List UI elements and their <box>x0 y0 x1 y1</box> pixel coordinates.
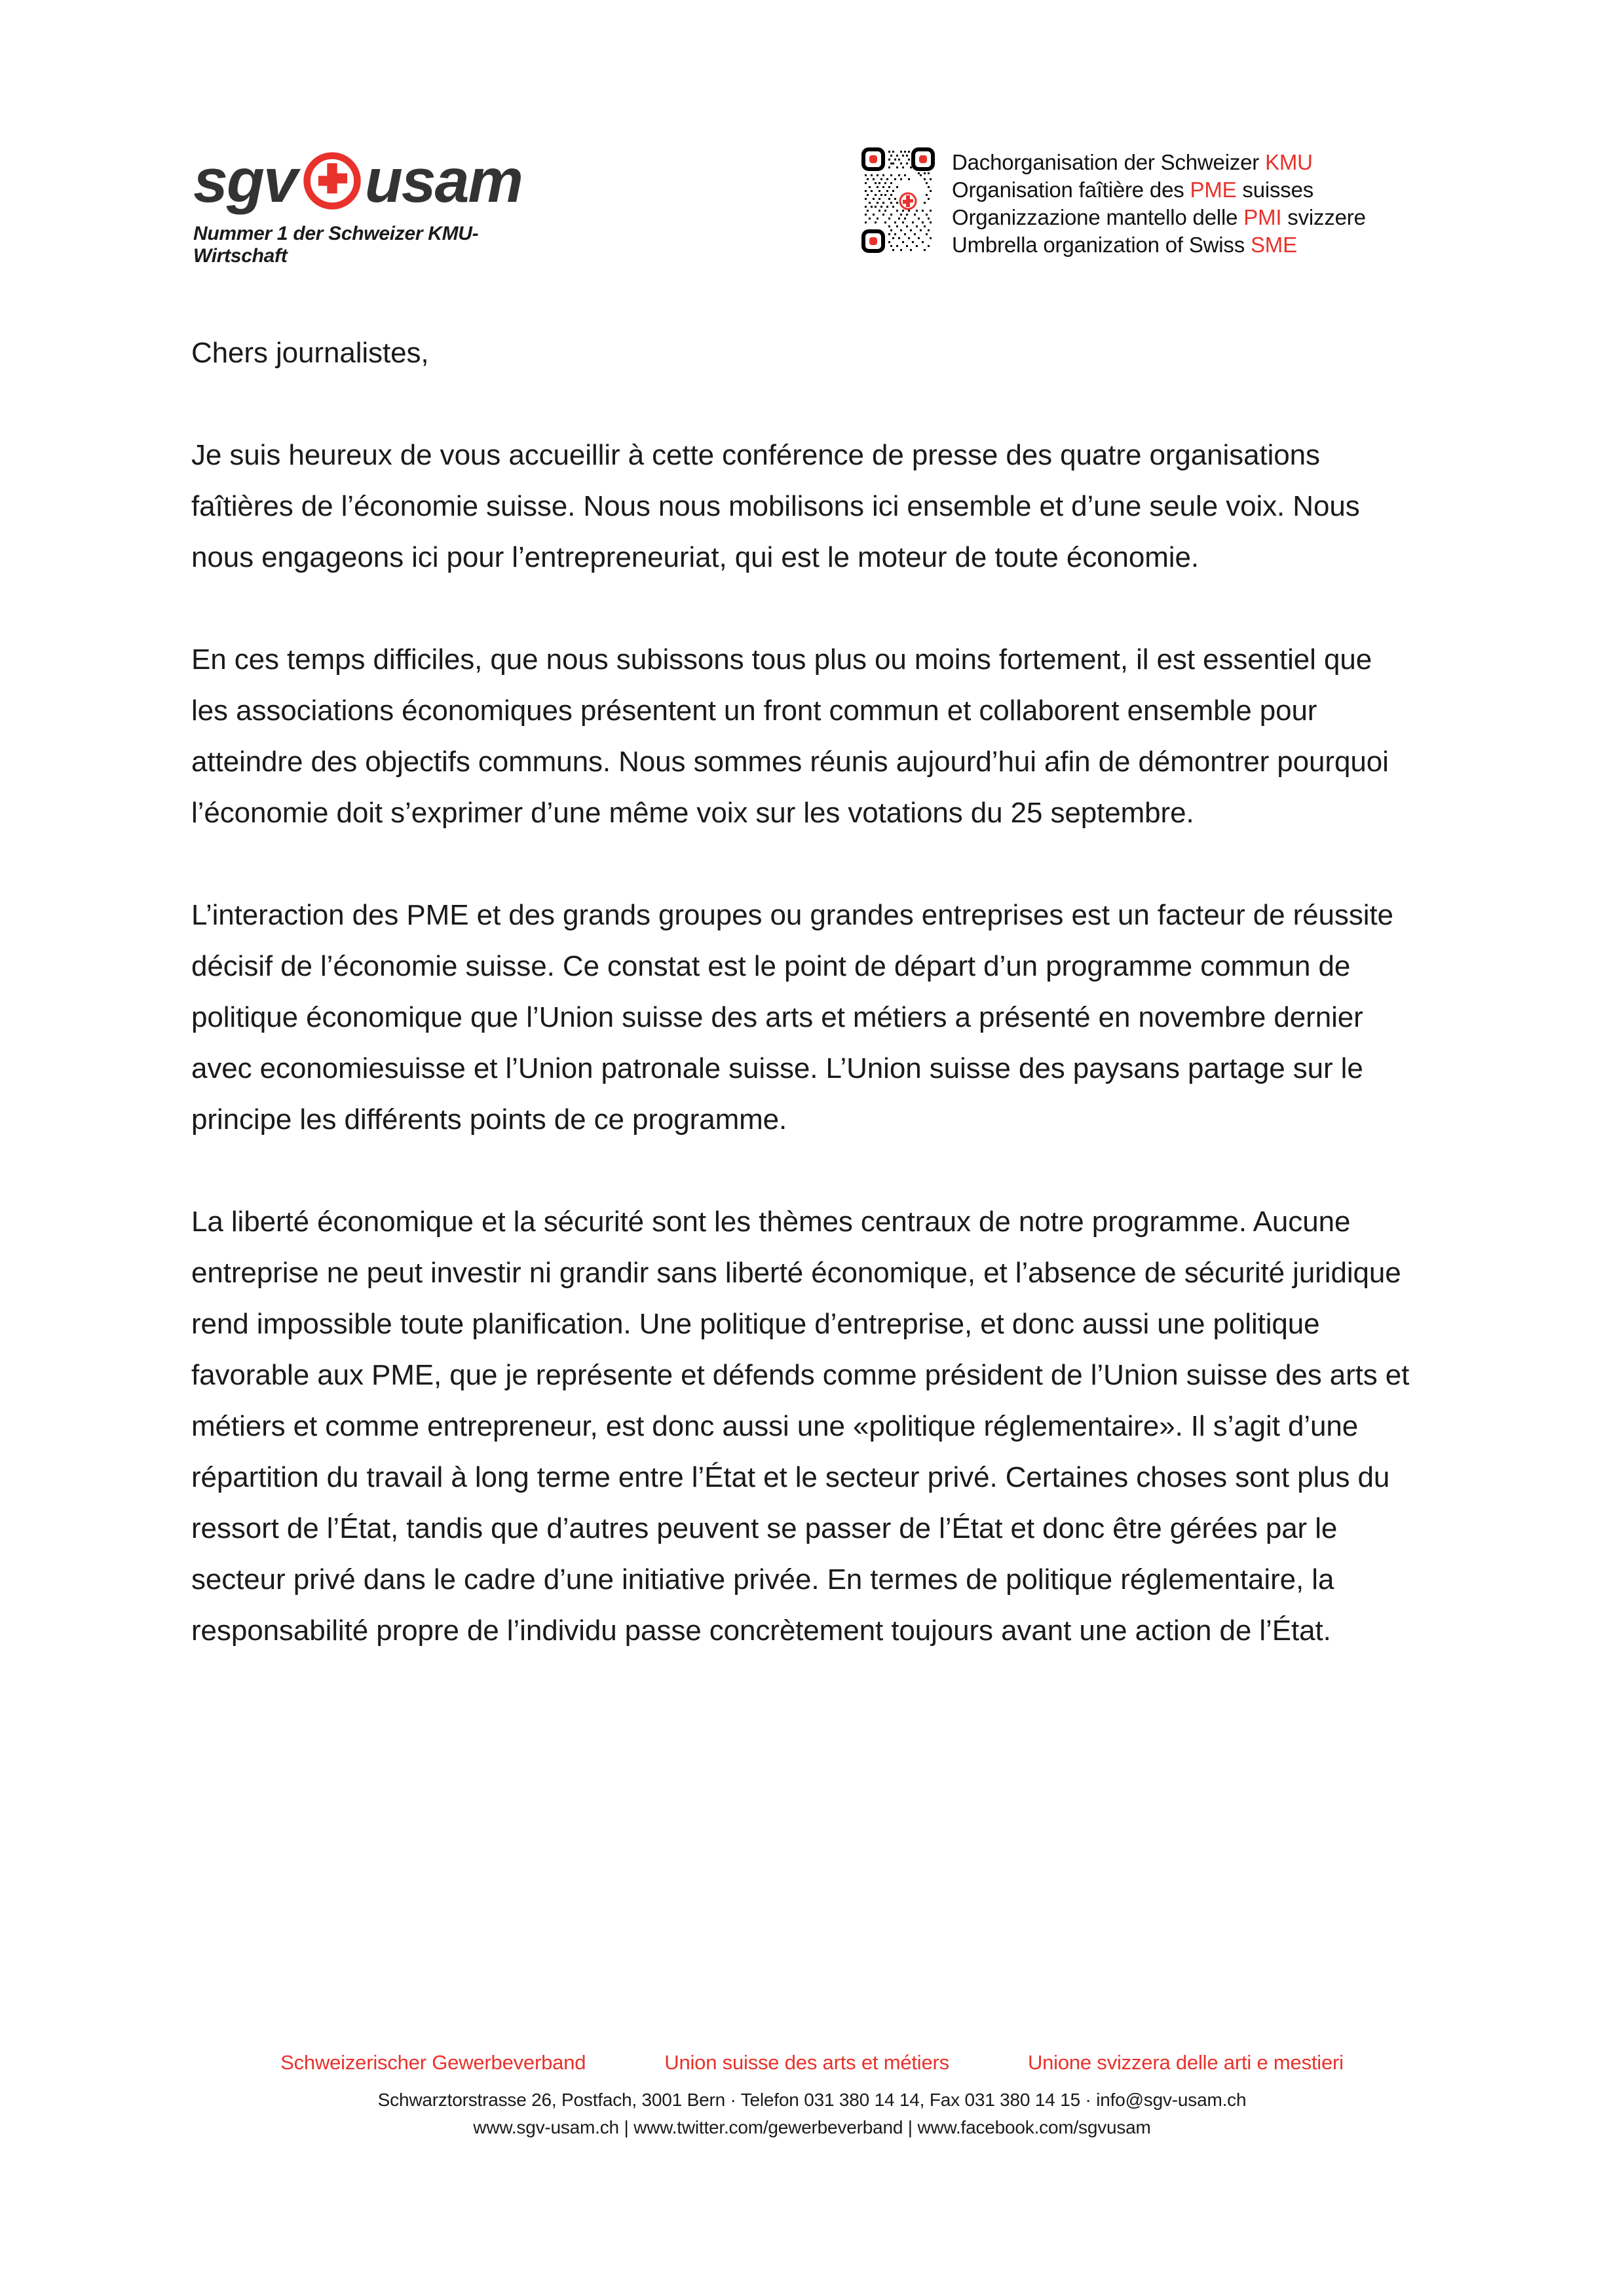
org-line-it-text: Organizzazione mantello delle <box>952 205 1244 229</box>
org-line-fr <box>952 176 1366 204</box>
paragraph-2: En ces temps difficiles, que nous subissons tous plus ou moins fortement, il est essentiel que les associations économiques présentent un front commun et collaborent ensemble pour atteindre des objectifs communs. Nous sommes réunis aujourd’hui afin de démontrer pourquoi l’économie doit s’exprimer d’une même voix sur les votations du 25 septembre. <box>191 643 1389 829</box>
org-line-en <box>952 231 1366 259</box>
salutation: Chers journalistes, <box>191 337 429 369</box>
org-line-fr-text: Organisation faîtière des <box>952 178 1190 202</box>
org-line-it <box>952 204 1366 231</box>
footer-contact <box>0 2086 1624 2141</box>
org-line-de-text: Dachorganisation der Schweizer <box>952 150 1266 174</box>
footer-address-line: Schwarztorstrasse 26, Postfach, 3001 Bern · Telefon 031 380 14 14, Fax 031 380 14 15 · info@sgv-usam.ch <box>377 2090 1247 2110</box>
organization-header-block <box>861 147 1366 259</box>
logo-wordmark <box>193 145 560 216</box>
org-line-fr-after: suisses <box>1236 178 1314 202</box>
organization-slogan-lines <box>952 147 1366 259</box>
footer-organization-names <box>0 2051 1624 2075</box>
paragraph-1: Je suis heureux de vous accueillir à cette conférence de presse des quatre organisations faîtières de l’économie suisse. Nous nous mobilisons ici ensemble et d’une seule voix. Nous nous engageons ici pour l’entrepreneuriat, qui est le moteur de toute économie. <box>191 439 1360 573</box>
sgv-usam-logo <box>193 145 560 267</box>
logo-tagline: Nummer 1 der Schweizer KMU-Wirtschaft <box>193 223 479 267</box>
logo-text-sgv: sgv <box>193 145 297 216</box>
document-footer <box>0 2051 1624 2141</box>
org-line-de-highlight: KMU <box>1265 150 1313 174</box>
org-line-it-after: svizzere <box>1281 205 1366 229</box>
footer-org-de: Schweizerischer Gewerbeverband <box>280 2051 586 2074</box>
org-line-en-text: Umbrella organization of Swiss <box>952 233 1251 257</box>
org-line-en-highlight: SME <box>1251 233 1297 257</box>
document-header <box>193 145 1450 277</box>
logo-text-usam: usam <box>364 145 522 216</box>
qr-code <box>861 147 935 256</box>
org-line-fr-highlight: PME <box>1190 178 1237 202</box>
org-line-de <box>952 149 1366 176</box>
paragraph-4: La liberté économique et la sécurité sont les thèmes centraux de notre programme. Aucune entreprise ne peut investir ni grandir sans liberté économique, et l’absence de sécurité juridique rend impossible toute planification. Une politique d’entreprise, et donc aussi une politique favorable aux PME, que je représente et défends comme président de l’Union suisse des arts et métiers et comme entrepreneur, est donc aussi une «politique réglementaire». Il s’agit d’une répartition du travail à long terme entre l’État et le secteur privé. Certaines choses sont plus du ressort de l’État, tandis que d’autres peuvent se passer de l’État et donc être gérées par le secteur privé dans le cadre d’une initiative privée. En termes de politique réglementaire, la responsabilité propre de l’individu passe concrètement toujours avant une action de l’État. <box>191 1206 1410 1647</box>
footer-org-it: Unione svizzera delle arti e mestieri <box>1027 2051 1344 2074</box>
footer-org-fr: Union suisse des arts et métiers <box>664 2051 949 2074</box>
org-line-it-highlight: PMI <box>1243 205 1282 229</box>
swiss-cross-circle-icon <box>301 149 364 212</box>
paragraph-3: L’interaction des PME et des grands groupes ou grandes entreprises est un facteur de réussite décisif de l’économie suisse. Ce constat est le point de départ d’un programme commun de politique économique que l’Union suisse des arts et métiers a présenté en novembre dernier avec economiesuisse et l’Union patronale suisse. L’Union suisse des paysans partage sur le principe les différents points de ce programme. <box>191 899 1393 1136</box>
letter-body <box>191 328 1410 1708</box>
footer-links-line: www.sgv-usam.ch | www.twitter.com/gewerbeverband | www.facebook.com/sgvusam <box>473 2117 1151 2137</box>
